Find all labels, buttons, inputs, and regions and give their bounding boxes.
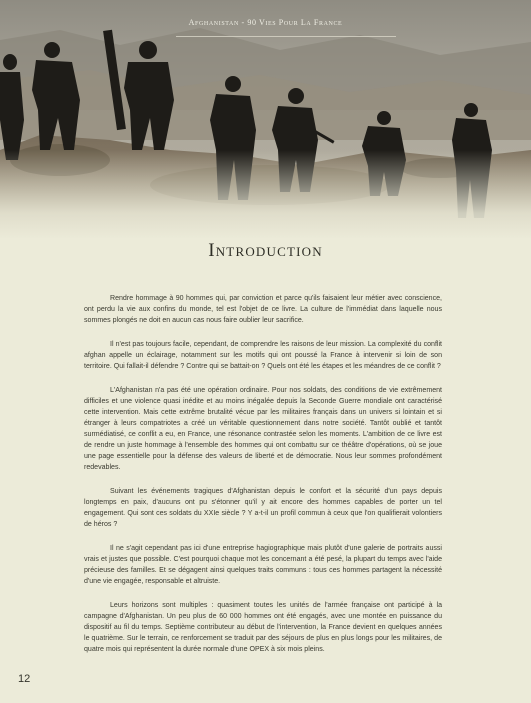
paragraph: Il ne s'agit cependant pas ici d'une entreprise hagiographique mais plutôt d'une galerie de portraits aussi vrais et justes que possible. C'est pourquoi chaque mot les concernant a été pesé, la plupart du temps avec l'aide précieuse des familles. Et se dégagent ainsi quelques traits communs : tous ces hommes partagent la nécessité d'une vie engagée, responsable et altruiste. xyxy=(84,545,442,586)
page-title: Introduction xyxy=(208,240,323,261)
paragraph: Il n'est pas toujours facile, cependant, de comprendre les raisons de leur mission. La complexité du conflit afghan appelle un éclairage, notamment sur les motifs qui ont poussé la France à intervenir si loin de son territoire. Qui fallait-il défendre ? Contre qui se battait-on ? Quels ont été les étapes et les méandres de ce conflit ? xyxy=(84,340,442,371)
body-text xyxy=(84,293,442,668)
running-head-rule xyxy=(176,36,396,37)
paragraph: Suivant les événements tragiques d'Afghanistan depuis le confort et la sécurité d'un pays depuis longtemps en paix, d'aucuns ont pu s'étonner qu'il y ait encore des hommes capables de porter un tel engagement. Qui sont ces soldats du XXIe siècle ? Y a-t-il un profil commun à ceux que l'on qualifierait volontiers de héros ? xyxy=(84,488,442,529)
page-number: 12 xyxy=(18,673,31,685)
paragraph: Leurs horizons sont multiples : quasiment toutes les unités de l'armée française ont participé à la campagne d'Afghanistan. Un peu plus de 60 000 hommes ont été engagés, avec une montée en puissance du dispositif au fil du temps. Septième contributeur au début de l'intervention, la France devient en quelques années le quatrième. Sur le terrain, ce renforcement se traduit par des séjours de plus en plus longs pour les militaires, de quatre mois qui représentent la durée normale d'une OPEX à six mois pleins. xyxy=(84,602,442,654)
running-head: Afghanistan - 90 Vies Pour La France xyxy=(188,18,343,27)
paragraph: Rendre hommage à 90 hommes qui, par conviction et parce qu'ils faisaient leur métier avec conscience, ont perdu la vie aux confins du monde, tel est l'objet de ce livre. La culture de l'immédiat dans laquelle nous sommes plongés ne doit en aucun cas nous faire oublier leur sacrifice. xyxy=(84,295,442,325)
photo-fade-overlay xyxy=(0,150,531,238)
hero-photo-soldiers xyxy=(0,0,531,238)
paragraph: L'Afghanistan n'a pas été une opération ordinaire. Pour nos soldats, des conditions de vie extrêmement difficiles et une violence quasi inédite et au moins inégalée depuis la Seconde Guerre mondiale ont caractérisé cette intervention. Mais cette extrême brutalité vécue par les militaires français dans un univers si lointain et si étranger à leurs compatriotes a créé un véritable questionnement dans notre société. Tantôt oublié et tantôt surmédiatisé, ce conflit a eu, en France, une résonance contrastée selon les moments. L'ambition de ce livre est de rendre un juste hommage à l'ensemble des hommes qui ont combattu sur ce théâtre d'opérations, où se joue une page essentielle pour la défense des valeurs de liberté et de démocratie. Nous leur sommes profondément redevables. xyxy=(84,386,442,472)
